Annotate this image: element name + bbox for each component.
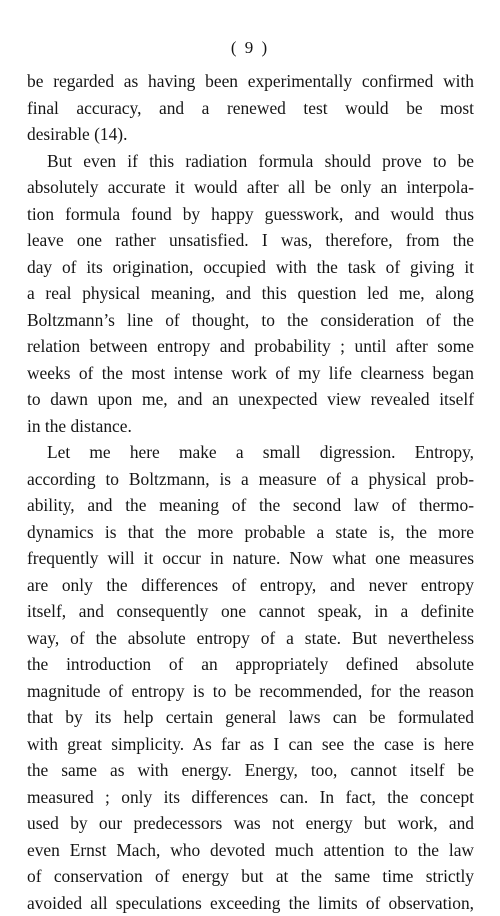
page-number: ( 9 ) bbox=[0, 38, 500, 58]
text-line: frequently will it occur in nature. Now what one measures bbox=[27, 545, 474, 572]
text-line: way, of the absolute entropy of a state. But nevertheless bbox=[27, 625, 474, 652]
text-line: used by our predecessors was not energy but work, and bbox=[27, 810, 474, 837]
text-line: with great simplicity. As far as I can see the case is here bbox=[27, 731, 474, 758]
text-line: Let me here make a small digression. Entropy, bbox=[27, 439, 474, 466]
text-line: weeks of the most intense work of my life clearness began bbox=[27, 360, 474, 387]
text-line: the same as with energy. Energy, too, cannot itself be bbox=[27, 757, 474, 784]
text-line: final accuracy, and a renewed test would be most bbox=[27, 95, 474, 122]
text-line: Boltzmann’s line of thought, to the consideration of the bbox=[27, 307, 474, 334]
text-line: avoided all speculations exceeding the limits of observation, bbox=[27, 890, 474, 916]
text-line: a real physical meaning, and this question led me, along bbox=[27, 280, 474, 307]
text-line: to dawn upon me, and an unexpected view revealed itself bbox=[27, 386, 474, 413]
text-line: tion formula found by happy guesswork, and would thus bbox=[27, 201, 474, 228]
text-line: according to Boltzmann, is a measure of a physical prob- bbox=[27, 466, 474, 493]
text-line: itself, and consequently one cannot speak, in a definite bbox=[27, 598, 474, 625]
text-line: measured ; only its differences can. In fact, the concept bbox=[27, 784, 474, 811]
text-line: ability, and the meaning of the second law of thermo- bbox=[27, 492, 474, 519]
text-line: dynamics is that the more probable a state is, the more bbox=[27, 519, 474, 546]
text-line: magnitude of entropy is to be recommended, for the reason bbox=[27, 678, 474, 705]
text-line: that by its help certain general laws can be formulated bbox=[27, 704, 474, 731]
text-line: day of its origination, occupied with the task of giving it bbox=[27, 254, 474, 281]
text-line: even Ernst Mach, who devoted much attention to the law bbox=[27, 837, 474, 864]
text-line: absolutely accurate it would after all be only an interpola- bbox=[27, 174, 474, 201]
text-line: But even if this radiation formula should prove to be bbox=[27, 148, 474, 175]
text-line: be regarded as having been experimentally confirmed with bbox=[27, 68, 474, 95]
text-line: in the distance. bbox=[27, 413, 474, 440]
body-text bbox=[27, 68, 474, 916]
text-line: the introduction of an appropriately defined absolute bbox=[27, 651, 474, 678]
text-line: leave one rather unsatisfied. I was, therefore, from the bbox=[27, 227, 474, 254]
text-line: are only the differences of entropy, and never entropy bbox=[27, 572, 474, 599]
text-line: desirable (14). bbox=[27, 121, 474, 148]
text-line: relation between entropy and probability ; until after some bbox=[27, 333, 474, 360]
text-line: of conservation of energy but at the same time strictly bbox=[27, 863, 474, 890]
